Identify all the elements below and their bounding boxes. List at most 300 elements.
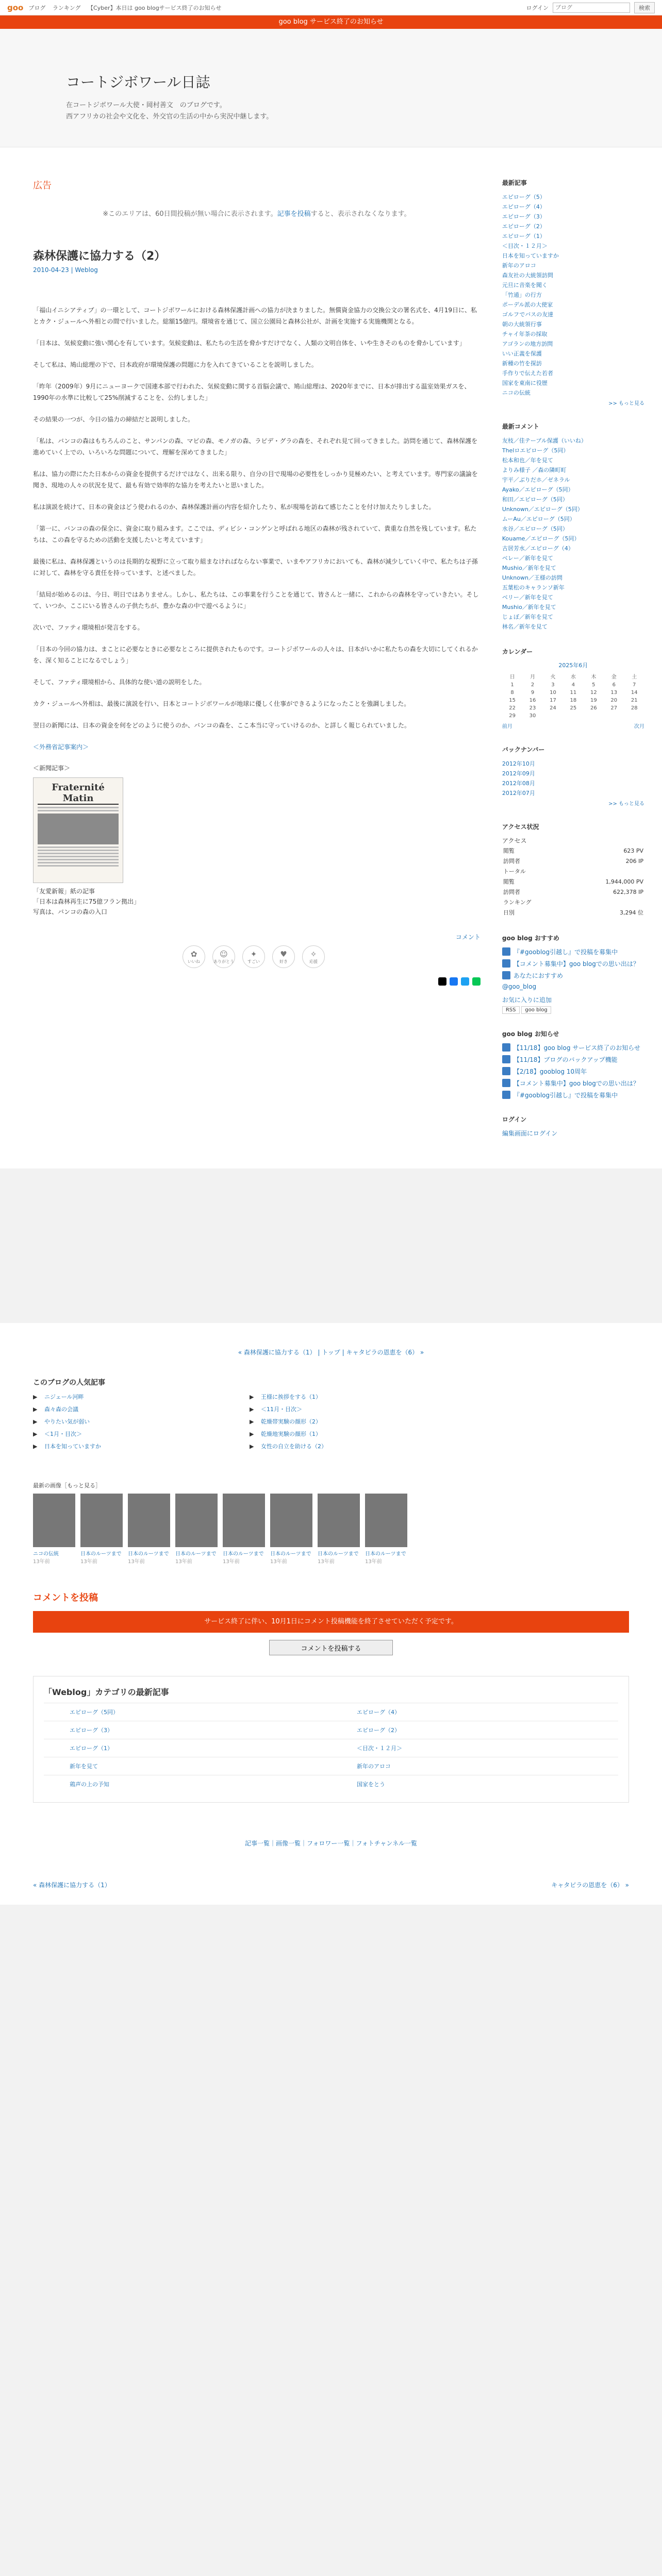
thumb-item[interactable] <box>80 1494 123 1565</box>
recent-item[interactable]: アゴランの地方訪問 <box>502 341 553 347</box>
recent-item[interactable]: エピローグ（1） <box>502 233 545 240</box>
thumb-date: 13年前 <box>128 1559 145 1565</box>
news-icon <box>502 1043 510 1052</box>
recent-item[interactable]: 新種の竹を探訪 <box>502 360 542 367</box>
popular-item[interactable] <box>33 1442 250 1450</box>
calendar-title: カレンダー <box>502 648 533 655</box>
popular-label: ＜11月・目次＞ <box>261 1406 302 1413</box>
ad-post-link[interactable]: 記事を投稿 <box>277 210 311 218</box>
thumb-title: 日本のルーツまで <box>365 1551 406 1557</box>
news-label: 【11/18】ブログのバックアップ機能 <box>513 1056 618 1063</box>
thumb-date: 13年前 <box>80 1559 97 1565</box>
goo-logo[interactable]: goo <box>7 3 24 12</box>
category-item[interactable]: エピローグ（3） <box>44 1721 331 1739</box>
backnumber-item[interactable]: 2012年07月 <box>502 790 535 796</box>
popular-label: 森々森の会議 <box>44 1406 78 1413</box>
calendar-day: 19 <box>590 698 597 703</box>
recent-item[interactable]: ポーデル派の大使家 <box>502 301 553 308</box>
comment-item[interactable]: 和田／エピローグ（5同） <box>502 496 568 503</box>
thumb-date: 13年前 <box>270 1559 287 1565</box>
calendar-day: 21 <box>631 698 638 703</box>
caption-3: 写真は、バンコの森の入口 <box>33 908 108 916</box>
calendar-weekday: 金 <box>611 674 617 680</box>
thumb-item[interactable] <box>223 1494 265 1565</box>
thumb-title: 日本のルーツまで <box>270 1551 311 1557</box>
popular-item[interactable] <box>33 1393 250 1401</box>
thumb-title: 日本のルーツまで <box>318 1551 359 1557</box>
goo-rss-button[interactable]: goo blog <box>521 1006 551 1014</box>
thumb-title: 日本のルーツまで <box>223 1551 264 1557</box>
thumb-item[interactable] <box>270 1494 312 1565</box>
post-body <box>33 304 481 917</box>
calendar-day: 5 <box>592 682 595 688</box>
post-pager: « 森林保護に協力する（1） | トップ | キャタピラの恩恵を（6） » <box>238 1349 424 1356</box>
recent-title: 最新記事 <box>502 179 527 187</box>
login-link-side[interactable]: 編集画面にログイン <box>502 1130 558 1137</box>
reaction-buttons <box>183 945 481 968</box>
newspaper-masthead: Fraternité Matin <box>38 782 119 805</box>
popular-item[interactable] <box>250 1405 466 1413</box>
comment-item[interactable]: 古居芳水／エピローグ（4） <box>502 545 574 552</box>
popular-rank-icon: ▶ <box>250 1443 254 1450</box>
popular-rank-icon: ▶ <box>33 1394 38 1400</box>
access-value <box>564 867 643 876</box>
popular-label: 乾燥地実験の顔形（1） <box>261 1431 321 1437</box>
thumb-item[interactable] <box>128 1494 170 1565</box>
recent-item[interactable]: ニコの伝統 <box>502 389 531 396</box>
comment-item[interactable]: 五葉松のキャランソ新年 <box>502 584 565 591</box>
twitter-follow[interactable]: @goo_blog <box>502 983 537 990</box>
popular-rank-icon: ▶ <box>250 1431 254 1437</box>
access-head: アクセス <box>502 837 527 844</box>
backnumber-item[interactable]: 2012年10月 <box>502 760 535 767</box>
calendar-table <box>502 671 644 720</box>
post-paragraph: そして、ファティ環境相から、具体的な使い道の説明をした。 <box>33 679 206 686</box>
popular-item[interactable] <box>250 1442 466 1450</box>
backnumbers <box>502 745 644 807</box>
popular-rank-icon: ▶ <box>250 1418 254 1425</box>
comment-end-notice[interactable]: サービス終了に伴い、10月1日にコメント投稿機能を終了させていただく予定です。 <box>33 1611 629 1633</box>
news-label: 【コメント募集中】goo blogでの思い出は？ <box>513 1080 639 1087</box>
comment-item[interactable]: 松本和也／年を見て <box>502 457 553 464</box>
category-item[interactable]: エピローグ（5同） <box>44 1703 331 1721</box>
calendar-day: 9 <box>531 690 535 696</box>
backnumber-list <box>502 759 644 798</box>
post-paragraph: 翌日の新聞には、日本の資金を何をどのように使うのか、バンコの森を、ここ本当に守っていけるのか、と詳しく報じられていました。 <box>33 722 411 729</box>
news-item[interactable] <box>502 1079 644 1088</box>
comment-item[interactable]: Ayako／エピローグ（5同） <box>502 486 574 493</box>
prev-post-link[interactable]: « 森林保護に協力する（1） <box>238 1349 316 1356</box>
thumb-title: 日本のルーツまで <box>175 1551 217 1557</box>
popular-rank-icon: ▶ <box>33 1418 38 1425</box>
comment-item[interactable]: 友枝／佳テーブル保護（いいね） <box>502 437 587 444</box>
global-header <box>0 0 662 15</box>
calendar-weekday: 水 <box>570 674 576 680</box>
bottom-prev-link[interactable]: « 森林保護に協力する（1） <box>33 1882 111 1889</box>
post-paragraph: カク・ジュールへ外相は、最後に演説を行い、日本とコートジボワールが地球に優しく仕事ができるようになったことを強調しました。 <box>33 700 410 707</box>
recent-item[interactable]: ＜目次・１２月＞ <box>502 243 548 249</box>
x-share-icon[interactable] <box>438 977 446 986</box>
calendar-day: 23 <box>529 705 536 711</box>
category-item[interactable]: エピローグ（4） <box>331 1703 618 1721</box>
newspaper-photo <box>38 814 119 844</box>
thumb-image <box>128 1494 170 1547</box>
calendar-day <box>563 712 583 720</box>
calendar-next[interactable]: 次月 <box>634 724 644 730</box>
reaction-button[interactable] <box>242 945 265 968</box>
comment-item[interactable]: ムーAu／エピローグ（5同） <box>502 516 575 522</box>
calendar-day: 18 <box>570 698 577 703</box>
facebook-share-icon[interactable] <box>450 977 458 986</box>
access-value: 622,378 IP <box>613 888 643 895</box>
login-link[interactable]: ログイン <box>526 4 549 11</box>
popular-item[interactable] <box>250 1430 466 1438</box>
popular-item[interactable] <box>33 1430 250 1438</box>
post-paragraph: 私は演説を続けて、日本の資金はどう使われるのか、森林保護計画の内容を紹介したり、私が現場を訪ねて感じたことを付け加えたりしました。 <box>33 503 435 511</box>
recommend-label: 【コメント募集中】goo blogでの思い出は？ <box>513 960 639 968</box>
reaction-icon: ✧ <box>310 949 317 959</box>
post-paragraph: その結果の一つが、今日の協力の締結だと説明しました。 <box>33 416 194 423</box>
recommend-item[interactable] <box>502 971 644 980</box>
top-link[interactable]: トップ <box>322 1349 340 1356</box>
category-item[interactable]: ＜目次・１２月＞ <box>331 1739 618 1757</box>
backnumber-item[interactable]: 2012年08月 <box>502 780 535 787</box>
thumb-date: 13年前 <box>365 1559 382 1565</box>
backnumber-more[interactable]: >> もっと見る <box>608 801 644 807</box>
thumb-item[interactable] <box>33 1494 75 1565</box>
recommend <box>502 934 644 1014</box>
reaction-label: 好き <box>279 959 288 964</box>
thumb-item[interactable] <box>175 1494 218 1565</box>
news-item[interactable] <box>502 1043 644 1052</box>
calendar-day: 1 <box>510 682 514 688</box>
news-item[interactable] <box>502 1067 644 1076</box>
post-paragraph: そして私は、鳩山総理の下で、日本政府が環境保護の問題に力を入れてきていることを説明しました。 <box>33 361 318 368</box>
ad-title: 広告 <box>33 180 52 191</box>
recommend-title: goo blog おすすめ <box>502 935 559 942</box>
after-post <box>0 1323 662 1872</box>
thumb-image <box>80 1494 123 1547</box>
recent-images <box>33 1481 629 1565</box>
recent-item[interactable]: 新年のアロコ <box>502 262 536 269</box>
blog-title[interactable]: コートジボワール日誌 <box>66 74 210 91</box>
calendar-day: 29 <box>509 713 516 719</box>
hatena-share-icon[interactable] <box>461 977 469 986</box>
comments-list <box>502 436 644 632</box>
comment-item[interactable]: 水谷／エピローグ（5同） <box>502 526 568 532</box>
comment-item[interactable]: じょぼ／新年を見て <box>502 614 553 620</box>
calendar-day: 28 <box>631 705 638 711</box>
access-value: 206 IP <box>625 857 643 865</box>
recent-more[interactable]: >> もっと見る <box>608 401 644 406</box>
calendar-day: 17 <box>550 698 556 703</box>
spacer-band <box>0 1168 662 1323</box>
mofa-link[interactable]: ＜外務省記事案内＞ <box>33 743 89 751</box>
access-label: 日別 <box>503 909 515 916</box>
post-paragraph: 「第一に、バンコの森の保全に、資金に取り組みます。ここでは、ディビシ・コンゲンと呼ばれる地区の森林が残されていて、貴重な自然を残しています。私たちは、この森を守るための活動を支援したいと考えています」 <box>33 525 477 544</box>
category-latest <box>33 1676 629 1803</box>
thumbs-title[interactable]: 最新の画像［もっと見る］ <box>33 1482 101 1489</box>
calendar-weekday: 火 <box>550 674 556 680</box>
blog-header <box>0 29 662 147</box>
category-item[interactable]: 新年のアロコ <box>331 1757 618 1775</box>
popular-item[interactable] <box>250 1393 466 1401</box>
recommend-item[interactable] <box>502 947 644 956</box>
category-item[interactable]: エピローグ（2） <box>331 1721 618 1739</box>
next-post-link[interactable]: キャタピラの恩恵を（6） » <box>346 1349 424 1356</box>
news-icon <box>502 1067 510 1075</box>
calendar-day: 4 <box>571 682 575 688</box>
post-paragraph: 「日本は、気候変動に強い関心を有しています。気候変動は、私たちの生活を脅かすだけでなく、人類の文明自体を、いや生きそのものを脅かしています」 <box>33 340 466 347</box>
backnumber-title: バックナンバー <box>502 746 545 753</box>
thumb-date: 13年前 <box>33 1559 50 1565</box>
calendar-prev[interactable]: 前月 <box>502 724 512 730</box>
popular-rank-icon: ▶ <box>33 1406 38 1413</box>
category-item[interactable]: 鶏声の上の予知 <box>44 1775 331 1793</box>
comment-item[interactable]: ベリー／新年を見て <box>502 594 553 601</box>
recent-item[interactable]: エピローグ（3） <box>502 213 545 220</box>
popular-item[interactable] <box>250 1417 466 1426</box>
thumb-date: 13年前 <box>223 1559 240 1565</box>
service-end-banner[interactable]: goo blog サービス終了のお知らせ <box>0 15 662 29</box>
post-paragraph: 私は、協力の際にたた日本からの資金を提供するだけではなく、出来る限り、自分の目で現場の必要性をしっかり見極めたい、と考えています。専門家の議論を聞き、現地の人々の状況を見て、最も有効で効率的な協力を考えたいと思いました。 <box>33 470 478 489</box>
popular-rank-icon: ▶ <box>33 1443 38 1450</box>
header-right <box>526 2 655 13</box>
access-label: ランキング <box>503 899 532 906</box>
reaction-label: いいね <box>188 959 200 964</box>
caption-2: 「日本は森林再生に75億フラン拠出」 <box>33 898 140 905</box>
access-label: 訪問者 <box>503 889 520 895</box>
access-value: 1,944,000 PV <box>605 878 643 885</box>
access-label: 閲覧 <box>503 878 515 885</box>
post-paragraph: 「私は、バンコの森はもちろんのこと、サンパンの森、マビの森、モノガの森、ラピデ・グラの森を、それぞれ見て回ってきました。訪問を通じて、森林保護を進めていく上での、いろいろな問題について、理解を深めてきました」 <box>33 437 478 456</box>
popular-rank-icon: ▶ <box>250 1406 254 1413</box>
news-item[interactable] <box>502 1091 644 1099</box>
popular-label: 王様に挨拶をする（1） <box>261 1394 321 1400</box>
calendar-weekday: 木 <box>591 674 597 680</box>
access-stats <box>502 822 644 918</box>
reaction-icon: ✿ <box>190 949 197 959</box>
post-category[interactable]: Weblog <box>75 266 98 274</box>
ad-note-text: ※このエリアは、60日間投稿が無い場合に表示されます。 <box>103 210 277 218</box>
category-item[interactable]: 新年を見て <box>44 1757 331 1775</box>
calendar-day: 16 <box>529 698 536 703</box>
recent-item[interactable]: エピローグ（4） <box>502 204 545 210</box>
thumb-title: 日本のルーツまで <box>128 1551 169 1557</box>
popular-label: やりたい気が弱い <box>44 1418 90 1425</box>
recent-item[interactable]: チャイ年茶の採取 <box>502 331 548 337</box>
news-icon <box>502 1091 510 1099</box>
recommend-icon <box>502 959 510 968</box>
ad-note-tail: すると、表示されなくなります。 <box>310 210 411 218</box>
access-title: アクセス状況 <box>502 823 539 831</box>
recent-item[interactable]: 森友社の大統領訪問 <box>502 272 553 279</box>
thumb-image <box>365 1494 407 1547</box>
post-date: 2010-04-23 <box>33 266 69 274</box>
comment-item[interactable]: 宇平／ぶりだホ／ゼネラル <box>502 477 570 483</box>
reaction-label: ありがとう <box>213 959 234 964</box>
post-title[interactable]: 森林保護に協力する（2） <box>33 250 166 263</box>
rss-button[interactable]: RSS <box>502 1006 520 1014</box>
news-label: 【2/18】gooblog 10周年 <box>513 1068 587 1075</box>
recent-item[interactable]: いい正義を保護 <box>502 350 542 357</box>
calendar-day: 14 <box>631 690 638 696</box>
recommend-icon <box>502 971 510 979</box>
calendar-day: 30 <box>529 713 536 719</box>
thumb-title: 日本のルーツまで <box>80 1551 122 1557</box>
comment-section <box>33 1590 629 1655</box>
calendar-day: 13 <box>610 690 618 696</box>
thumb-item[interactable] <box>365 1494 407 1565</box>
reaction-icon: ♥ <box>280 949 287 959</box>
access-value: 623 PV <box>623 847 643 854</box>
popular-label: ＜1月・目次＞ <box>44 1431 82 1437</box>
reaction-label: 応援 <box>309 959 318 964</box>
calendar-weekday: 日 <box>509 674 515 680</box>
popular-label: 日本を知っていますか <box>44 1443 101 1450</box>
calendar-day: 27 <box>610 705 618 711</box>
post-paragraph: 最後に私は、森林保護というのは長期的な視野に立って取り組まなければならない事業で、いまやアフリカにおいても、森林が減少していく中で、私たちは子孫に対して、森林を守る責任を持っています、と述べました。 <box>33 558 478 577</box>
calendar-day <box>584 712 604 720</box>
news-icon <box>502 1079 510 1087</box>
popular-item[interactable] <box>33 1417 250 1426</box>
blog-desc-2: 西アフリカの社会や文化を、外交官の生活の中から実況中継します。 <box>66 113 273 121</box>
access-label: 訪問者 <box>503 858 520 865</box>
calendar-day: 20 <box>610 698 618 703</box>
popular-label: 乾燥帯実験の顔形（2） <box>261 1418 321 1425</box>
thumb-image <box>270 1494 312 1547</box>
thumb-item[interactable] <box>318 1494 360 1565</box>
calendar-day: 15 <box>509 698 516 703</box>
reaction-icon: ☺ <box>220 949 228 959</box>
recent-item[interactable]: 国家を東南に役歴 <box>502 380 548 386</box>
news-label: 『#gooblog引越し』で投稿を募集中 <box>513 1092 618 1099</box>
news-title: goo blog お知らせ <box>502 1030 559 1038</box>
post-paragraph: 「昨年（2009年）9月にニューヨークで国連本部で行われた、気候変動に関する首脳会議で、鳩山総理は、2020年までに、日本が排出する温室効果ガスを、1990年の水準に比較して25%削減することを、公約しました」 <box>33 383 471 401</box>
favorite-add[interactable]: お気に入りに追加 <box>502 996 552 1004</box>
recent-item[interactable]: 朝の大統領行事 <box>502 321 542 328</box>
comment-item[interactable]: Unknown／エピローグ（5同） <box>502 506 583 513</box>
post-comment-button[interactable]: コメントを投稿する <box>269 1640 393 1655</box>
recommend-label: 『#gooblog引越し』で投稿を募集中 <box>513 948 618 956</box>
bottom-next-link[interactable]: キャタピラの恩恵を（6） » <box>551 1882 629 1889</box>
comment-item[interactable]: 林名／新年を見て <box>502 623 548 630</box>
post-paragraph: 次いで、ファティ環境相が発言をする。 <box>33 624 144 631</box>
thumb-date: 13年前 <box>318 1559 335 1565</box>
recent-item[interactable]: ゴルフでバスの友達 <box>502 311 554 318</box>
calendar-day: 26 <box>590 705 597 711</box>
recent-list <box>502 192 644 398</box>
popular-label: ニジェール河畔 <box>44 1394 84 1400</box>
recent-item[interactable]: エピローグ（2） <box>502 223 545 230</box>
search-input[interactable] <box>553 3 630 13</box>
comment-item[interactable]: Unknown／王様の訪問 <box>502 574 562 581</box>
search-button[interactable]: 検索 <box>634 2 655 13</box>
footer-links[interactable]: 記事一覧｜画像一覧｜フォロワー一覧｜フォトチャンネル一覧 <box>244 1840 418 1847</box>
access-value <box>564 897 643 907</box>
popular-posts <box>33 1377 629 1450</box>
popular-rank-icon: ▶ <box>33 1431 38 1437</box>
calendar-day: 7 <box>633 682 636 688</box>
newspaper-image[interactable] <box>33 777 123 883</box>
calendar-weekday: 土 <box>632 674 637 680</box>
nav-notice[interactable]: 【Cyber】本日は goo blogサービス終了のお知らせ <box>88 4 222 11</box>
comment-item[interactable]: Mushio／新年を見て <box>502 565 556 571</box>
thumb-image <box>318 1494 360 1547</box>
recent-item[interactable]: 手作りで伝えた若者 <box>502 370 553 377</box>
comment-item[interactable]: ベレー／新年を見て <box>502 555 553 562</box>
login-title: ログイン <box>502 1116 527 1123</box>
calendar-day: 2 <box>531 682 535 688</box>
recent-item[interactable]: 元旦に音楽を聞く <box>502 282 548 289</box>
thumb-image <box>175 1494 218 1547</box>
post-paragraph: 「福山イニシアティブ」の一環として、コートジボワールにおける森林保護計画への協力が決まりました。無償資金協力の交換公文の署名式を、4月19日に、私とカク・ジュールへ外相との間で行いました。総額15億円。環境省を通じて、国立公園局と森林公社が、計画を実施する実施機関となる。 <box>33 307 477 325</box>
calendar-day: 12 <box>590 690 597 696</box>
post-paragraph: 「結局が始めるのは、今日、明日ではありません。しかし、私たちは、この事業を行うことを通じて、皆さんと一緒に、これからの森林を守っていきたい。そして、いつか、ここにいる皆さんの子供たちが、豊かな森の中で遊べるように」 <box>33 591 479 609</box>
post-paragraph: 「日本の今回の協力は、まことに必要なときに必要なところに提供されたものです。コートジボワールの人々は、日本がいかに私たちの森を大切にしてくれるかを、深く知ることになるでしょう」 <box>33 646 478 664</box>
news-label: 【11/18】goo blog サービス終了のお知らせ <box>513 1044 640 1052</box>
calendar-day: 25 <box>570 705 577 711</box>
recommend-item[interactable] <box>502 959 644 968</box>
caption-1: 「友愛新報」紙の記事 <box>33 888 95 895</box>
comment-item[interactable]: Thelロエピローグ（5同） <box>502 447 569 454</box>
thumb-image <box>223 1494 265 1547</box>
login-box <box>502 1115 644 1138</box>
nav-ranking[interactable]: ランキング <box>52 4 81 11</box>
ad-note <box>33 204 481 231</box>
comment-item[interactable]: Kouame／エピローグ（5同） <box>502 535 580 542</box>
reaction-label: すごい <box>247 959 260 964</box>
calendar-weekday: 月 <box>530 674 536 680</box>
content-wrap <box>0 147 662 1168</box>
access-value: 3,294 位 <box>620 909 643 916</box>
calendar-day: 10 <box>550 690 556 696</box>
backnumber-item[interactable]: 2012年09月 <box>502 770 535 777</box>
post-meta: 2010-04-23 | Weblog <box>33 266 98 274</box>
reaction-icon: ✦ <box>250 949 257 959</box>
popular-item[interactable] <box>33 1405 250 1413</box>
recent-item[interactable]: エピローグ（5） <box>502 194 545 200</box>
comment-link[interactable]: コメント <box>455 934 481 941</box>
category-item[interactable]: エピローグ（1） <box>44 1739 331 1757</box>
popular-label: 女性の自立を助ける（2） <box>261 1443 327 1450</box>
news-item[interactable] <box>502 1055 644 1064</box>
calendar-day <box>624 712 644 720</box>
calendar-day <box>543 712 563 720</box>
global-nav <box>28 4 226 12</box>
recent-item[interactable]: 「竹通」の行方 <box>502 292 542 298</box>
caption-label: ＜新聞記事＞ <box>33 765 71 772</box>
comment-item[interactable]: Mushio／新年を見て <box>502 604 556 611</box>
line-share-icon[interactable] <box>472 977 481 986</box>
recommend-label: あなたにおすすめ <box>513 972 563 979</box>
comment-item[interactable]: よりみ様子 ／森の隣町町 <box>502 467 567 473</box>
popular-title: このブログの人気記事 <box>33 1379 105 1387</box>
bottom-pager <box>0 1872 662 1905</box>
reaction-button[interactable] <box>212 945 235 968</box>
recent-comments <box>502 422 644 632</box>
reaction-button[interactable] <box>272 945 295 968</box>
goo-news <box>502 1029 644 1099</box>
calendar-day: 22 <box>509 705 516 711</box>
reaction-button[interactable] <box>302 945 325 968</box>
thumb-title: ニコの伝統 <box>33 1551 59 1557</box>
nav-blog[interactable]: ブログ <box>28 4 46 11</box>
category-item[interactable]: 国家をとう <box>331 1775 618 1793</box>
reaction-button[interactable] <box>183 945 205 968</box>
news-icon <box>502 1055 510 1063</box>
recent-item[interactable]: 日本を知っていますか <box>502 252 559 259</box>
